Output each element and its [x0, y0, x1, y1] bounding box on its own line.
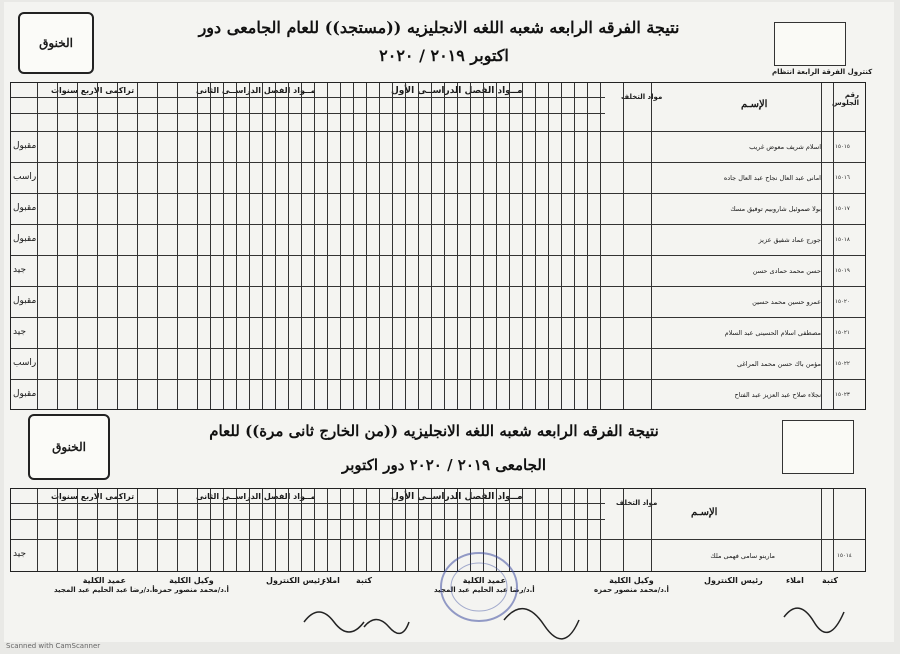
grid-vertical-line: [327, 489, 328, 571]
grid-row-line: [11, 348, 865, 349]
signature-kataba-left: كتبة: [356, 576, 373, 585]
grid-vertical-line: [548, 489, 549, 571]
grid-vertical-line: [833, 489, 834, 571]
grid-row-line: [11, 255, 865, 256]
grid-horizontal-line: [11, 113, 605, 114]
grid-vertical-line: [236, 489, 237, 571]
student-name: حسن محمد حمادى حسن: [752, 267, 821, 275]
header-seat: رقم الجلوس: [832, 91, 859, 107]
student-name: عمرو حسين محمد حسين: [752, 298, 821, 306]
grid-vertical-line: [353, 489, 354, 571]
student-result: مقبول: [13, 234, 37, 244]
top-subtitle: اكتوبر ٢٠١٩ / ٢٠٢٠: [379, 46, 509, 65]
grid-vertical-line: [623, 489, 624, 571]
header-carry-b: مواد التخلف: [616, 499, 658, 507]
grid-vertical-line: [574, 489, 575, 571]
grid-row-line: [11, 193, 865, 194]
grid-vertical-line: [77, 489, 78, 571]
bottom-subtitle: الجامعى ٢٠١٩ / ٢٠٢٠ دور اكتوبر: [341, 456, 547, 474]
grid-vertical-line: [405, 489, 406, 571]
student-name: اسلام شريف معوض غريب: [749, 143, 821, 151]
grid-vertical-line: [288, 489, 289, 571]
grid-vertical-line: [210, 489, 211, 571]
grid-horizontal-line: [11, 503, 605, 504]
student-name: بولا صموئيل شاروبيم توفيق مسك: [730, 205, 821, 213]
grid-vertical-line: [301, 489, 302, 571]
header-cumulative: تراكمى الاربع سنوات: [51, 86, 135, 95]
grid-vertical-line: [57, 489, 58, 571]
grid-vertical-line: [561, 489, 562, 571]
header-term1: مــواد الفصل الدراســى الأول: [391, 86, 523, 96]
student-result: راسب: [13, 172, 37, 182]
grid-vertical-line: [275, 489, 276, 571]
student-name: جورج عماد شفيق عزيز: [758, 236, 821, 244]
header-cumulative-b: تراكمى الاربع سنوات: [51, 492, 135, 501]
grid-vertical-line: [821, 489, 822, 571]
scanner-footer: Scanned with CamScanner: [6, 642, 101, 650]
signature-control-head: رئيس الكنترول: [704, 576, 763, 585]
bottom-student-result: جيد: [13, 549, 27, 559]
grid-vertical-line: [223, 489, 224, 571]
header-carry: مواد التخلف: [621, 93, 663, 101]
header-term2-b: مــواد الفصل الدراســى الثانى: [196, 492, 316, 501]
bottom-title: نتيجة الفرقه الرابعه شعبه اللغه الانجليزيه ((من الخارج ثانى مرة)) للعام: [209, 422, 659, 440]
student-result: جيد: [13, 327, 27, 337]
grid-vertical-line: [97, 489, 98, 571]
grid-vertical-line: [249, 489, 250, 571]
student-result: مقبول: [13, 141, 37, 151]
signature-control-left: رئيس الكنترول: [266, 576, 325, 585]
grid-row-line: [11, 224, 865, 225]
grid-vertical-line: [157, 489, 158, 571]
logo-stamp-bottom: [28, 414, 110, 480]
signature-vice-dean: وكيل الكلية أ.د/محمد منصور حمزه: [594, 576, 669, 594]
student-seat: ١٥٠٢٢: [835, 361, 850, 367]
result-sheet: [4, 2, 894, 642]
grid-row-line: [11, 162, 865, 163]
logo-text: الخنوق: [39, 36, 73, 50]
student-name: نجلاء صلاح عبد العزيز عبد الفتاح: [734, 391, 821, 399]
student-result: مقبول: [13, 296, 37, 306]
grid-vertical-line: [177, 489, 178, 571]
grid-horizontal-line: [11, 519, 605, 520]
grid-horizontal-line: [11, 131, 865, 132]
grid-vertical-line: [392, 489, 393, 571]
logo-text-bottom: الخنوق: [52, 440, 86, 454]
student-seat: ١٥٠١٦: [835, 175, 850, 181]
grid-vertical-line: [418, 489, 419, 571]
grid-vertical-line: [431, 489, 432, 571]
student-seat: ١٥٠٢٠: [835, 299, 850, 305]
student-result: مقبول: [13, 203, 37, 213]
header-name: الإسـم: [741, 99, 768, 110]
institution-logo-top: [774, 22, 846, 66]
student-seat: ١٥٠١٨: [835, 237, 850, 243]
grid-vertical-line: [366, 489, 367, 571]
grid-vertical-line: [37, 489, 38, 571]
header-term1-b: مــواد الفصل الدراســى الأول: [391, 492, 523, 502]
grid-horizontal-line: [11, 97, 605, 98]
student-name: مصطفى اسلام الحسينى عبد السلام: [724, 329, 821, 337]
grid-row-line: [11, 379, 865, 380]
student-result: راسب: [13, 358, 37, 368]
student-name: امانى عبد العال نجاح عبد العال جاده: [723, 174, 821, 182]
grid-vertical-line: [197, 489, 198, 571]
grid-vertical-line: [379, 489, 380, 571]
student-name: مؤمن باك حسن محمد المراغى: [736, 360, 821, 368]
student-result: جيد: [13, 265, 27, 275]
header-term2: مــواد الفصل الدراســى الثانى: [196, 86, 316, 95]
signature-imlaa: املاء: [786, 576, 804, 585]
grid-vertical-line: [600, 489, 601, 571]
grid-vertical-line: [137, 489, 138, 571]
signature-imlaa-left: املاء: [322, 576, 340, 585]
signature-dean: عميد الكلية أ.د/رضا عبد الحليم عبد المجيد: [54, 576, 155, 594]
student-seat: ١٥٠١٧: [835, 206, 850, 212]
grid-row-line: [11, 317, 865, 318]
institution-logo-bottom: [782, 420, 854, 474]
top-title: نتيجة الفرقه الرابعه شعبه اللغه الانجليزيه ((مستجد)) للعام الجامعى دور: [198, 18, 680, 37]
signature-vice-dean-left: وكيل الكلية أ.د/محمد منصور حمزه: [154, 576, 229, 594]
top-results-table: [10, 82, 866, 410]
grid-vertical-line: [340, 489, 341, 571]
grid-vertical-line: [651, 489, 652, 571]
student-seat: ١٥٠١٥: [835, 144, 850, 150]
logo-stamp-top: [18, 12, 94, 74]
bottom-student-name: مارينو سامى فهمى ملك: [710, 552, 775, 560]
student-result: مقبول: [13, 389, 37, 399]
grid-vertical-line: [587, 489, 588, 571]
grid-horizontal-line: [11, 539, 865, 540]
grid-vertical-line: [535, 489, 536, 571]
student-seat: ١٥٠٢١: [835, 330, 850, 336]
signature-kataba: كتبة: [822, 576, 839, 585]
header-name-b: الإسـم: [691, 507, 718, 518]
signature-dean-mid: عميد الكلية أ.د/رضا عبد الحليم عبد المجيد: [434, 576, 535, 594]
grid-vertical-line: [314, 489, 315, 571]
control-caption: كنترول الفرقة الرابعة انتظام: [772, 68, 873, 76]
grid-row-line: [11, 286, 865, 287]
student-seat: ١٥٠١٩: [835, 268, 850, 274]
student-seat: ١٥٠٢٣: [835, 392, 850, 398]
grid-vertical-line: [262, 489, 263, 571]
grid-vertical-line: [117, 489, 118, 571]
bottom-student-seat: ١٥٠١٤: [837, 553, 852, 559]
